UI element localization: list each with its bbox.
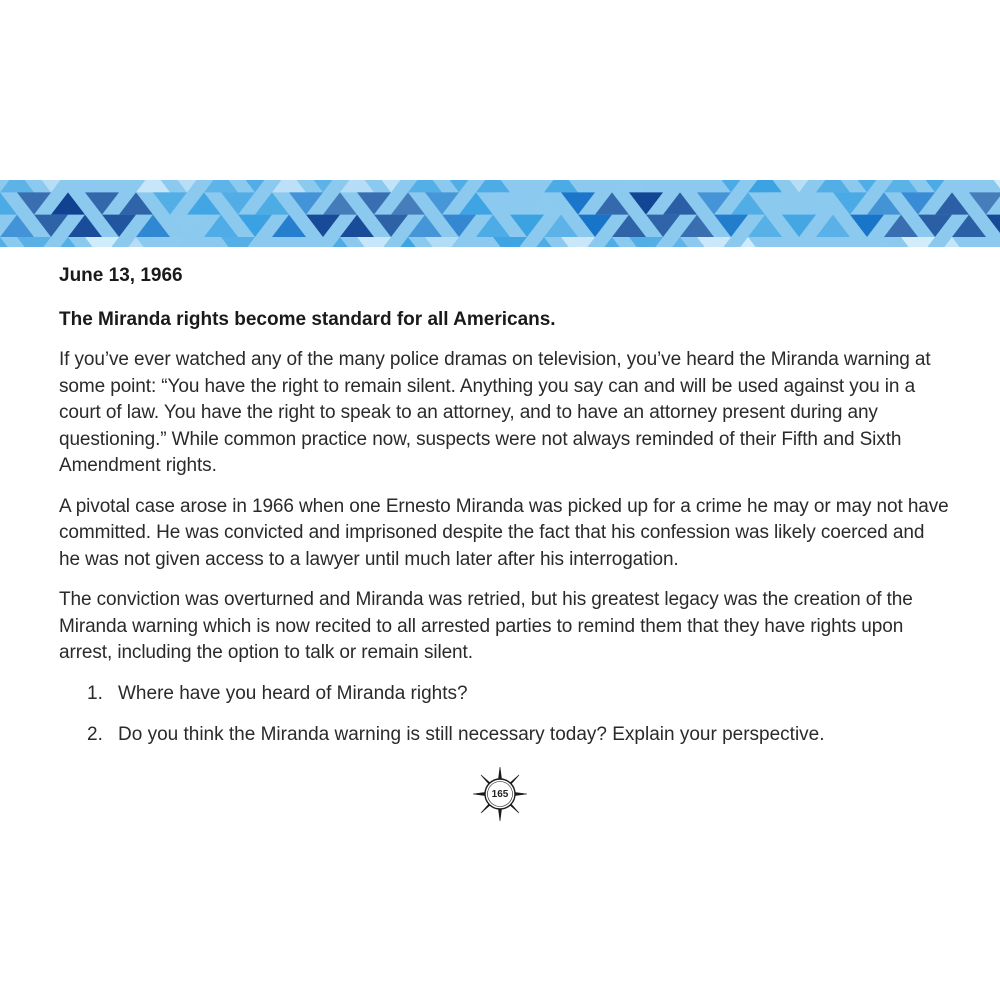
compass-rose-icon [472,766,528,822]
page-number: 165 [491,788,509,800]
question-text: Where have you heard of Miranda rights? [118,682,468,704]
geometric-pattern-icon [0,180,1000,247]
question-text: Do you think the Miranda warning is still necessary today? Explain your perspective. [118,723,825,745]
discussion-questions [59,681,949,748]
question-item [59,681,949,707]
decorative-banner [0,180,1000,247]
paragraph-2: A pivotal case arose in 1966 when one Ernesto Miranda was picked up for a crime he may or may not have committed. He was convicted and imprisoned despite the fact that his confession was likely coerced and he was not given access to a lawyer until much later after his interrogation. [59,495,949,570]
page-content [59,262,949,763]
question-number: 2. [87,723,103,745]
paragraph-3: The conviction was overturned and Miranda was retried, but his greatest legacy was the creation of the Miranda warning which is now recited to all arrested parties to remind them that they have rights upon arrest, including the option to talk or remain silent. [59,589,913,663]
entry-headline: The Miranda rights become standard for all Americans. [59,309,556,330]
entry-date: June 13, 1966 [59,265,183,286]
paragraph-1: If you’ve ever watched any of the many police dramas on television, you’ve heard the Miranda warning at some point: “You have the right to remain silent. Anything you say can and will be used against you in a court of law. You have the right to speak to an attorney, and to have an attorney present during any questioning.” While common practice now, suspects were not always reminded of their Fifth and Sixth Amendment rights. [59,349,931,476]
question-item [59,722,949,748]
question-number: 1. [87,682,103,704]
